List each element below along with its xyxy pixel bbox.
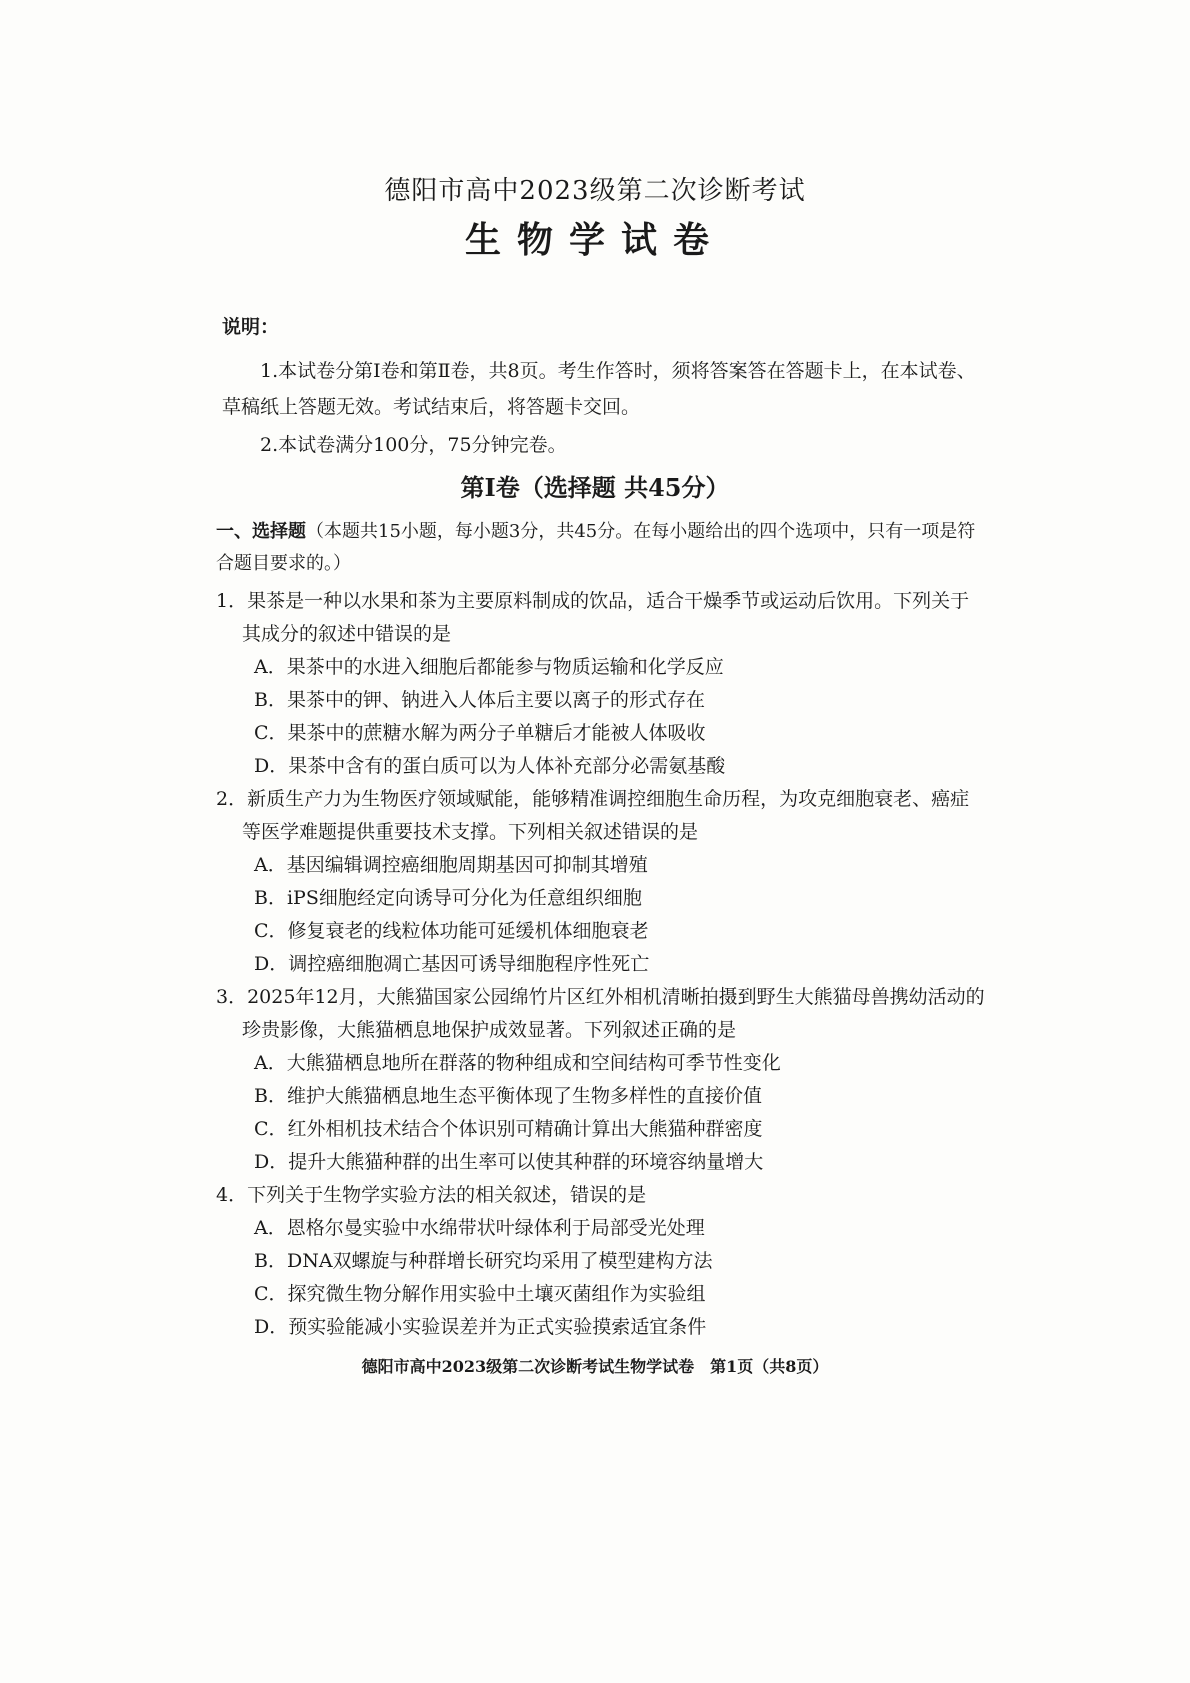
page-footer: 德阳市高中2023级第二次诊断考试生物学试卷 第1页（共8页） [361, 1357, 829, 1376]
question-3 [216, 981, 986, 1179]
question-4 [216, 1179, 986, 1344]
question-stem: 3．2025年12月，大熊猫国家公园绵竹片区红外相机清晰拍摄到野生大熊猫母兽携幼活动的珍贵影像，大熊猫栖息地保护成效显著。下列叙述正确的是 [216, 986, 985, 1041]
instruction-item: 2.本试卷满分100分，75分钟完卷。 [260, 434, 567, 456]
option-c: C．修复衰老的线粒体功能可延缓机体细胞衰老 [254, 920, 649, 942]
question-stem: 1．果茶是一种以水果和茶为主要原料制成的饮品，适合干燥季节或运动后饮用。下列关于其成分的叙述中错误的是 [216, 590, 970, 645]
question-1 [216, 585, 986, 783]
question-stem: 2．新质生产力为生物医疗领域赋能，能够精准调控细胞生命历程，为攻克细胞衰老、癌症等医学难题提供重要技术支撑。下列相关叙述错误的是 [216, 788, 970, 843]
instructions [222, 312, 982, 463]
option-c: C．红外相机技术结合个体识别可精确计算出大熊猫种群密度 [254, 1118, 763, 1140]
option-d: D．调控癌细胞凋亡基因可诱导细胞程序性死亡 [254, 953, 650, 975]
option-d: D．预实验能减小实验误差并为正式实验摸索适宜条件 [254, 1316, 707, 1338]
paper-title: 生物学试卷 [464, 219, 725, 261]
option-a: A．果茶中的水进入细胞后都能参与物质运输和化学反应 [254, 656, 724, 678]
instruction-item: 1.本试卷分第Ⅰ卷和第Ⅱ卷，共8页。考生作答时，须将答案答在答题卡上，在本试卷、草稿纸上答题无效。考试结束后，将答题卡交回。 [222, 360, 976, 418]
question-2 [216, 783, 986, 981]
section-lead: 一、选择题 [216, 521, 306, 542]
option-c: C．果茶中的蔗糖水解为两分子单糖后才能被人体吸收 [254, 722, 706, 744]
option-b: B．DNA双螺旋与种群增长研究均采用了模型建构方法 [254, 1250, 713, 1272]
option-d: D．提升大熊猫种群的出生率可以使其种群的环境容纳量增大 [254, 1151, 764, 1173]
question-stem: 4．下列关于生物学实验方法的相关叙述，错误的是 [216, 1184, 647, 1206]
option-c: C．探究微生物分解作用实验中土壤灭菌组作为实验组 [254, 1283, 706, 1305]
option-b: B．果茶中的钾、钠进入人体后主要以离子的形式存在 [254, 689, 705, 711]
part-one-heading: 第Ⅰ卷（选择题 共45分） [460, 473, 730, 502]
instructions-heading: 说明： [222, 316, 280, 338]
section-description: （本题共15小题，每小题3分，共45分。在每小题给出的四个选项中，只有一项是符合题目要求的。） [216, 521, 976, 574]
option-b: B．iPS细胞经定向诱导可分化为任意组织细胞 [254, 887, 642, 909]
question-list [216, 585, 986, 1344]
option-a: A．恩格尔曼实验中水绵带状叶绿体利于局部受光处理 [254, 1217, 705, 1239]
option-d: D．果茶中含有的蛋白质可以为人体补充部分必需氨基酸 [254, 755, 726, 777]
section-intro [216, 516, 982, 580]
exam-title: 德阳市高中2023级第二次诊断考试 [384, 176, 806, 206]
option-a: A．基因编辑调控癌细胞周期基因可抑制其增殖 [254, 854, 648, 876]
option-a: A．大熊猫栖息地所在群落的物种组成和空间结构可季节性变化 [254, 1052, 781, 1074]
option-b: B．维护大熊猫栖息地生态平衡体现了生物多样性的直接价值 [254, 1085, 762, 1107]
